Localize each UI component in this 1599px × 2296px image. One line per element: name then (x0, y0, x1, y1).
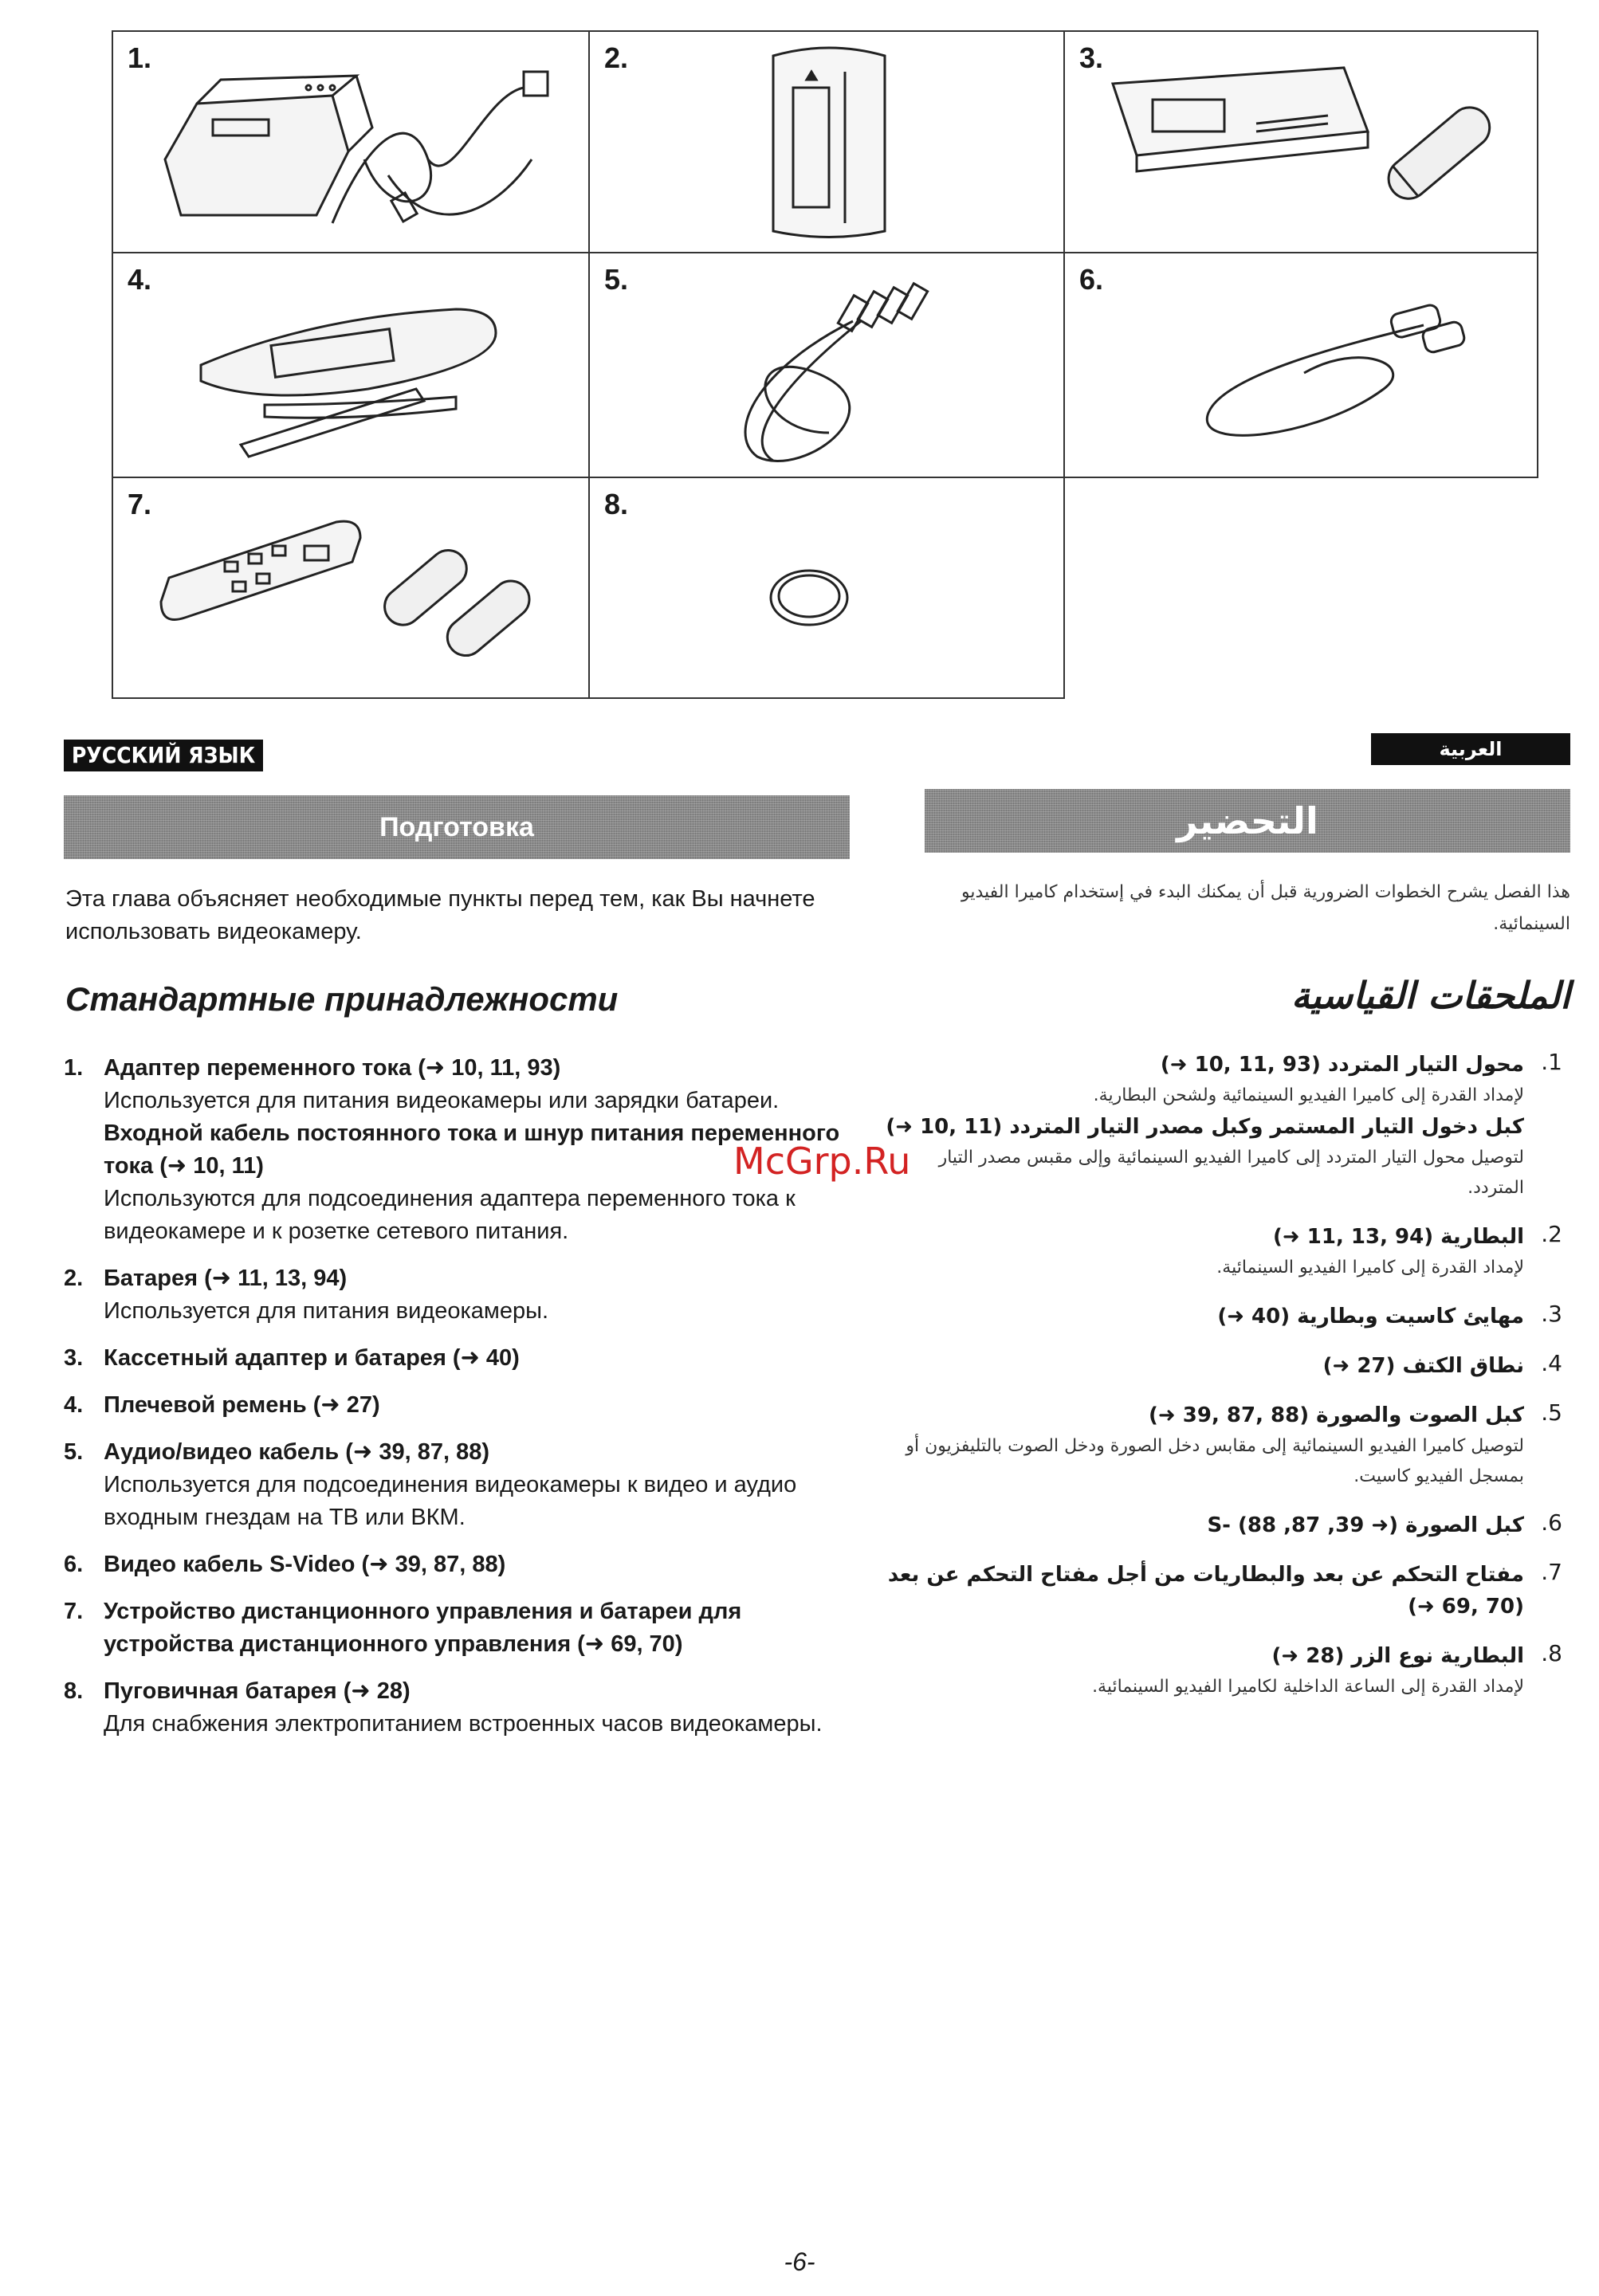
item-description: لإمداد القدرة إلى الساعة الداخلية لكاميرا الفيديو السينمائية. (1092, 1677, 1524, 1697)
cell-number: 4. (128, 263, 152, 296)
page-number: -6- (784, 2247, 815, 2276)
arabic-section-title: التحضير (925, 789, 1570, 853)
item-number: .3 (1541, 1301, 1562, 1327)
list-item (877, 1559, 1562, 1623)
item-title: Адаптер переменного тока (➜ 10, 11, 93) (104, 1055, 561, 1081)
item-number: .6 (1541, 1509, 1562, 1536)
item-title: محول التيار المتردد (93 ,11 ,10 ➜) (1160, 1053, 1524, 1077)
list-item (64, 1436, 861, 1534)
accessory-cell-5 (588, 252, 1065, 478)
item-number: .5 (1541, 1399, 1562, 1426)
item-title: كبل الصورة S- (88 ,87 ,39 ➜) (1207, 1513, 1524, 1537)
item-number: .4 (1541, 1350, 1562, 1376)
item-description: Для снабжения электропитанием встроенных часов видеокамеры. (104, 1711, 823, 1737)
item-description: لإمداد القدرة إلى كاميرا الفيديو السينمائية. (1216, 1258, 1524, 1278)
list-item (877, 1049, 1562, 1203)
list-item (877, 1509, 1562, 1541)
cell-number: 3. (1079, 41, 1104, 74)
list-item (877, 1350, 1562, 1382)
accessory-cell-1 (112, 30, 590, 253)
arabic-accessory-list (877, 1049, 1562, 1720)
item-title: نطاق الكتف (27 ➜) (1322, 1354, 1524, 1378)
cell-number: 8. (604, 488, 629, 520)
russian-intro: Эта глава объясняет необходимые пункты перед тем, как Вы начнете использовать видеокамеру. (65, 886, 815, 944)
item-title: مفتاح التحكم عن بعد والبطاريات من أجل مفتاح التحكم عن بعد (70 ,69 ➜) (887, 1563, 1524, 1619)
item-number: .7 (1541, 1559, 1562, 1585)
arabic-intro: هذا الفصل يشرح الخطوات الضرورية قبل أن يمكنك البدء في إستخدام كاميرا الفيديو السينمائية. (961, 882, 1570, 934)
item-number: 6. (64, 1552, 84, 1577)
item-title-secondary: Входной кабель постоянного тока и шнур питания переменного тока (➜ 10, 11) (104, 1121, 840, 1179)
item-title: Плечевой ремень (➜ 27) (104, 1392, 380, 1418)
list-item (877, 1640, 1562, 1702)
cell-number: 1. (128, 41, 152, 74)
arabic-language-label: العربية (1371, 733, 1570, 765)
item-title: Видео кабель S-Video (➜ 39, 87, 88) (104, 1552, 506, 1577)
item-title: Устройство дистанционного управления и батареи для устройства дистанционного управления (➜ 69, 70) (104, 1599, 742, 1657)
accessory-cell-8 (588, 477, 1065, 699)
russian-heading: Стандартные принадлежности (65, 980, 619, 1018)
accessory-cell-6 (1063, 252, 1538, 478)
item-title: Аудио/видео кабель (➜ 39, 87, 88) (104, 1439, 489, 1465)
list-item (877, 1221, 1562, 1283)
item-description: Используется для подсоединения видеокамеры к видео и аудио входным гнездам на ТВ или ВКМ. (104, 1472, 797, 1530)
cell-number: 5. (604, 263, 629, 296)
item-number: 7. (64, 1599, 84, 1624)
cell-number: 2. (604, 41, 629, 74)
item-number: .2 (1541, 1221, 1562, 1247)
item-number: 4. (64, 1392, 84, 1418)
cell-number: 6. (1079, 263, 1104, 296)
russian-language-label: РУССКИЙ ЯЗЫК (64, 740, 263, 771)
russian-section-title: Подготовка (64, 795, 850, 859)
accessory-cell-7 (112, 477, 590, 699)
list-item (64, 1595, 861, 1661)
watermark: McGrp.Ru (733, 1140, 911, 1183)
item-title: Кассетный адаптер и батарея (➜ 40) (104, 1345, 520, 1371)
item-description: لإمداد القدرة إلى كاميرا الفيديو السينمائية ولشحن البطارية. (1093, 1085, 1524, 1105)
item-title-secondary: كبل دخول التيار المستمر وكبل مصدر التيار المتردد (11 ,10 ➜) (886, 1115, 1524, 1139)
item-title: Пуговичная батарея (➜ 28) (104, 1678, 411, 1704)
item-number: .1 (1541, 1049, 1562, 1075)
shoulder-strap-illustration (193, 285, 560, 461)
item-description-secondary: Используются для подсоединения адаптера переменного тока к видеокамере и к розетке сетевого питания. (104, 1186, 796, 1244)
item-number: 3. (64, 1345, 84, 1371)
battery-illustration (749, 40, 909, 247)
list-item (877, 1301, 1562, 1332)
s-video-cable-illustration (1161, 293, 1479, 453)
arabic-heading: الملحقات القياسية (1291, 974, 1570, 1017)
item-title: كبل الصوت والصورة (88 ,87 ,39 ➜) (1149, 1403, 1524, 1427)
item-number: 2. (64, 1266, 84, 1291)
ac-adaptor-illustration (149, 64, 564, 239)
item-description-secondary: لتوصيل محول التيار المتردد إلى كاميرا الفيديو السينمائية وإلى مقبس مصدر التيار المتردد. (938, 1148, 1524, 1198)
button-battery-illustration (765, 566, 853, 630)
item-number: 5. (64, 1439, 84, 1465)
item-number: 8. (64, 1678, 84, 1704)
list-item (64, 1262, 861, 1328)
accessory-cell-4 (112, 252, 590, 478)
item-title: البطارية نوع الزر (28 ➜) (1271, 1644, 1524, 1668)
list-item (877, 1399, 1562, 1492)
item-title: مهايئ كاسيت وبطارية (40 ➜) (1217, 1305, 1524, 1329)
item-title: Батарея (➜ 11, 13, 94) (104, 1266, 348, 1291)
accessory-cell-2 (588, 30, 1065, 253)
item-description: Используется для питания видеокамеры. (104, 1298, 548, 1324)
av-cable-illustration (709, 273, 949, 473)
accessory-cell-3 (1063, 30, 1538, 253)
cassette-adaptor-illustration (1105, 52, 1519, 235)
item-number: .8 (1541, 1640, 1562, 1666)
list-item (64, 1389, 861, 1422)
list-item (64, 1342, 861, 1375)
cell-number: 7. (128, 488, 152, 520)
item-title: البطارية (94 ,13 ,11 ➜) (1273, 1225, 1524, 1249)
list-item (64, 1675, 861, 1741)
accessories-grid (112, 30, 1538, 699)
item-description: Используется для питания видеокамеры или зарядки батареи. (104, 1088, 780, 1113)
remote-control-illustration (153, 506, 568, 665)
item-number: 1. (64, 1055, 84, 1081)
item-description: لتوصيل كاميرا الفيديو السينمائية إلى مقابس دخل الصورة ودخل الصوت بالتليفزيون أو بمسجل الفيديو كاسيت. (906, 1436, 1524, 1486)
list-item (64, 1548, 861, 1581)
